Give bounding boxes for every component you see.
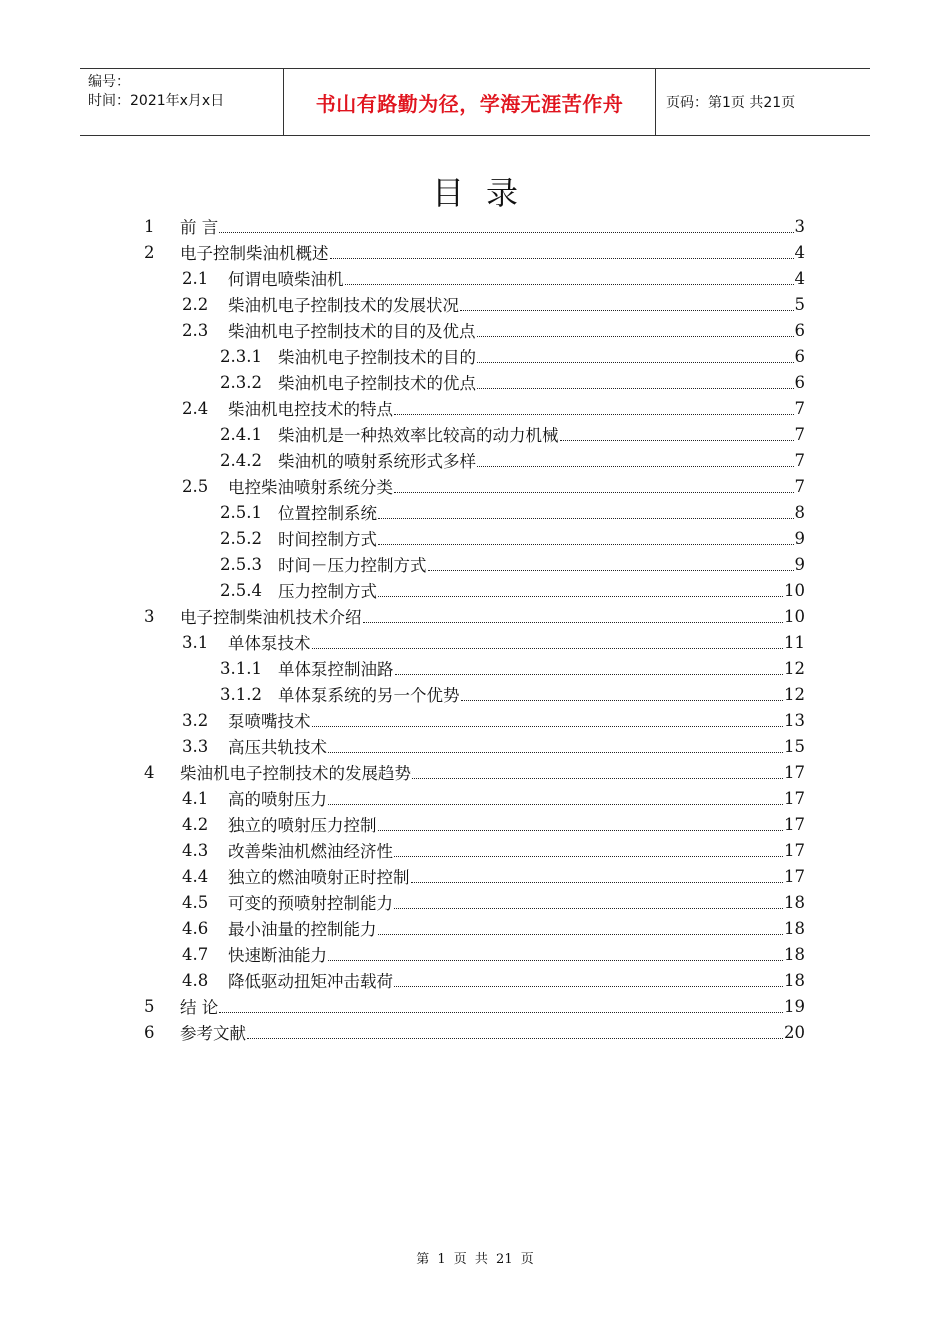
toc-entry-title: 最小油量的控制能力 xyxy=(228,920,377,939)
toc-entry-page: 17 xyxy=(784,762,805,782)
toc-entry[interactable] xyxy=(182,837,805,863)
toc-entry-page: 9 xyxy=(794,554,805,574)
toc-entry-title: 快速断油能力 xyxy=(228,946,327,965)
toc-entry-number: 3.1.2 xyxy=(220,684,262,704)
toc-entry-title: 柴油机电子控制技术的发展趋势 xyxy=(180,764,411,783)
toc-entry-title: 压力控制方式 xyxy=(278,582,377,601)
toc-dot-leader xyxy=(394,414,794,415)
toc-entry-number: 2.5.3 xyxy=(220,554,262,574)
toc-entry[interactable] xyxy=(220,681,805,707)
toc-entry-title: 结 论 xyxy=(180,998,219,1017)
toc-entry-title: 单体泵控制油路 xyxy=(278,660,394,679)
toc-entry-title: 电子控制柴油机技术介绍 xyxy=(180,608,362,627)
toc-entry-page: 4 xyxy=(794,268,805,288)
toc-entry-number: 3 xyxy=(144,606,155,626)
toc-entry-number: 4.5 xyxy=(182,892,209,912)
toc-entry[interactable] xyxy=(144,603,805,629)
toc-entry-number: 4.8 xyxy=(182,970,209,990)
toc-dot-leader xyxy=(378,596,783,597)
toc-entry-title: 时间－压力控制方式 xyxy=(278,556,427,575)
toc-entry[interactable] xyxy=(144,239,805,265)
toc-entry[interactable] xyxy=(182,395,805,421)
toc-entry[interactable] xyxy=(182,967,805,993)
toc-entry-number: 2.4 xyxy=(182,398,209,418)
toc-entry-page: 7 xyxy=(794,450,805,470)
toc-dot-leader xyxy=(394,908,783,909)
page-header xyxy=(80,68,870,136)
toc-entry-page: 7 xyxy=(794,476,805,496)
toc-dot-leader xyxy=(477,336,794,337)
toc-entry-page: 17 xyxy=(784,866,805,886)
toc-entry-title: 单体泵技术 xyxy=(228,634,311,653)
toc-dot-leader xyxy=(378,518,794,519)
toc-entry-page: 12 xyxy=(784,658,805,678)
toc-entry-number: 3.1.1 xyxy=(220,658,262,678)
toc-entry[interactable] xyxy=(182,863,805,889)
document-number-label: 编号： xyxy=(88,74,130,90)
toc-dot-leader xyxy=(328,960,783,961)
toc-dot-leader xyxy=(312,726,784,727)
toc-entry-number: 2.5.2 xyxy=(220,528,262,548)
document-date-label: 时间：2021年x月x日 xyxy=(88,93,225,109)
toc-entry-number: 2.5 xyxy=(182,476,209,496)
toc-title: 目录 xyxy=(431,174,540,212)
header-left-cell xyxy=(80,69,283,135)
toc-entry-page: 9 xyxy=(794,528,805,548)
toc-dot-leader xyxy=(363,622,784,623)
toc-entry[interactable] xyxy=(220,343,805,369)
toc-entry-number: 4.1 xyxy=(182,788,209,808)
toc-dot-leader xyxy=(247,1038,783,1039)
toc-entry-page: 13 xyxy=(784,710,805,730)
toc-dot-leader xyxy=(477,362,794,363)
toc-entry-number: 4.7 xyxy=(182,944,209,964)
toc-entry-page: 18 xyxy=(784,944,805,964)
toc-entry-title: 单体泵系统的另一个优势 xyxy=(278,686,460,705)
toc-dot-leader xyxy=(345,284,794,285)
toc-entry-page: 15 xyxy=(784,736,805,756)
toc-dot-leader xyxy=(477,388,794,389)
toc-entry-number: 2.1 xyxy=(182,268,209,288)
toc-dot-leader xyxy=(412,778,783,779)
header-page-info-cell xyxy=(656,69,870,135)
toc-entry[interactable] xyxy=(144,759,805,785)
toc-entry[interactable] xyxy=(182,265,805,291)
toc-entry-title: 可变的预喷射控制能力 xyxy=(228,894,393,913)
toc-entry-title: 降低驱动扭矩冲击载荷 xyxy=(228,972,393,991)
toc-entry-title: 前 言 xyxy=(180,218,219,237)
toc-entry-title: 柴油机电子控制技术的优点 xyxy=(278,374,476,393)
toc-entry-title: 电控柴油喷射系统分类 xyxy=(228,478,393,497)
toc-entry-number: 2 xyxy=(144,242,155,262)
toc-entry-number: 2.3.2 xyxy=(220,372,262,392)
toc-entry-page: 18 xyxy=(784,918,805,938)
toc-dot-leader xyxy=(460,310,794,311)
toc-entry-page: 17 xyxy=(784,788,805,808)
toc-entry-title: 独立的喷射压力控制 xyxy=(228,816,377,835)
toc-entry[interactable] xyxy=(182,915,805,941)
toc-entry-page: 6 xyxy=(794,346,805,366)
toc-entry[interactable] xyxy=(182,811,805,837)
header-page-info: 页码：第1页 共21页 xyxy=(666,95,796,111)
toc-entry-page: 10 xyxy=(784,580,805,600)
toc-dot-leader xyxy=(378,830,784,831)
toc-dot-leader xyxy=(394,986,783,987)
toc-entry-title: 柴油机是一种热效率比较高的动力机械 xyxy=(278,426,559,445)
toc-entry-page: 5 xyxy=(794,294,805,314)
toc-entry[interactable] xyxy=(182,707,805,733)
toc-entry-page: 10 xyxy=(784,606,805,626)
toc-entry-page: 18 xyxy=(784,892,805,912)
toc-entry-number: 4.2 xyxy=(182,814,209,834)
toc-entry-number: 4 xyxy=(144,762,155,782)
toc-dot-leader xyxy=(411,882,784,883)
toc-entry-title: 参考文献 xyxy=(180,1024,246,1043)
toc-entry-number: 2.5.4 xyxy=(220,580,262,600)
toc-entry-title: 柴油机电子控制技术的目的 xyxy=(278,348,476,367)
toc-entry[interactable] xyxy=(144,993,805,1019)
toc-entry[interactable] xyxy=(182,291,805,317)
toc-dot-leader xyxy=(560,440,794,441)
toc-entry-number: 2.3 xyxy=(182,320,209,340)
toc-entry-title: 柴油机电控技术的特点 xyxy=(228,400,393,419)
toc-entry-number: 2.5.1 xyxy=(220,502,262,522)
toc-entry-page: 18 xyxy=(784,970,805,990)
toc-entry[interactable] xyxy=(182,473,805,499)
toc-entry-title: 改善柴油机燃油经济性 xyxy=(228,842,393,861)
toc-dot-leader xyxy=(219,232,793,233)
toc-entry-title: 时间控制方式 xyxy=(278,530,377,549)
toc-entry-title: 位置控制系统 xyxy=(278,504,377,523)
toc-dot-leader xyxy=(378,544,794,545)
toc-entry-page: 11 xyxy=(784,632,805,652)
toc-entry-page: 4 xyxy=(794,242,805,262)
toc-entry-page: 7 xyxy=(794,398,805,418)
toc-entry-number: 4.3 xyxy=(182,840,209,860)
toc-dot-leader xyxy=(394,856,783,857)
toc-entry[interactable] xyxy=(220,577,805,603)
toc-entry[interactable] xyxy=(220,369,805,395)
toc-entry-title: 柴油机电子控制技术的目的及优点 xyxy=(228,322,476,341)
toc-entry-page: 17 xyxy=(784,840,805,860)
toc-entry-number: 2.4.1 xyxy=(220,424,262,444)
toc-entry[interactable] xyxy=(182,317,805,343)
toc-dot-leader xyxy=(219,1012,783,1013)
toc-dot-leader xyxy=(477,466,794,467)
header-motto-cell xyxy=(283,69,656,135)
toc-dot-leader xyxy=(312,648,784,649)
toc-entry[interactable] xyxy=(220,525,805,551)
toc-entry-page: 7 xyxy=(794,424,805,444)
toc-entry[interactable] xyxy=(182,785,805,811)
toc-entry-title: 泵喷嘴技术 xyxy=(228,712,311,731)
toc-entry[interactable] xyxy=(220,499,805,525)
toc-entry[interactable] xyxy=(220,551,805,577)
header-motto: 书山有路勤为径，学海无涯苦作舟 xyxy=(315,91,624,116)
toc-dot-leader xyxy=(378,934,784,935)
toc-entry[interactable] xyxy=(182,941,805,967)
toc-entry[interactable] xyxy=(220,447,805,473)
toc-entry[interactable] xyxy=(220,655,805,681)
toc-entry-number: 4.4 xyxy=(182,866,209,886)
toc-dot-leader xyxy=(394,492,794,493)
toc-entry-title: 电子控制柴油机概述 xyxy=(180,244,329,263)
toc-dot-leader xyxy=(328,804,783,805)
toc-entry-number: 2.2 xyxy=(182,294,209,314)
toc-entry[interactable] xyxy=(182,629,805,655)
toc-entry[interactable] xyxy=(144,213,805,239)
toc-entry-title: 柴油机电子控制技术的发展状况 xyxy=(228,296,459,315)
page-footer: 第 1 页 共 21 页 xyxy=(416,1252,534,1267)
toc-entry-page: 12 xyxy=(784,684,805,704)
toc-entry-page: 20 xyxy=(784,1022,805,1042)
toc-dot-leader xyxy=(461,700,784,701)
toc-entry-number: 2.3.1 xyxy=(220,346,262,366)
toc-entry-page: 6 xyxy=(794,320,805,340)
toc-entry-title: 何谓电喷柴油机 xyxy=(228,270,344,289)
toc-entry-number: 3.3 xyxy=(182,736,209,756)
toc-dot-leader xyxy=(328,752,783,753)
toc-entry[interactable] xyxy=(182,733,805,759)
toc-entry-page: 8 xyxy=(794,502,805,522)
toc-entry-number: 3.2 xyxy=(182,710,209,730)
toc-entry-title: 高压共轨技术 xyxy=(228,738,327,757)
toc-dot-leader xyxy=(395,674,784,675)
toc-entry-page: 3 xyxy=(794,216,805,236)
toc-entry-number: 5 xyxy=(144,996,155,1016)
toc-entry-page: 19 xyxy=(784,996,805,1016)
toc-entry-number: 6 xyxy=(144,1022,155,1042)
toc-dot-leader xyxy=(330,258,794,259)
toc-entry-title: 高的喷射压力 xyxy=(228,790,327,809)
toc-entry-title: 独立的燃油喷射正时控制 xyxy=(228,868,410,887)
toc-entry-number: 1 xyxy=(144,216,155,236)
toc-entry[interactable] xyxy=(144,1019,805,1045)
toc-entry[interactable] xyxy=(182,889,805,915)
toc-entry-title: 柴油机的喷射系统形式多样 xyxy=(278,452,476,471)
toc-entry-number: 4.6 xyxy=(182,918,209,938)
toc-entry-page: 17 xyxy=(784,814,805,834)
toc-entry-number: 2.4.2 xyxy=(220,450,262,470)
toc-entry-number: 3.1 xyxy=(182,632,209,652)
toc-dot-leader xyxy=(428,570,794,571)
toc-entry[interactable] xyxy=(220,421,805,447)
toc-entry-page: 6 xyxy=(794,372,805,392)
